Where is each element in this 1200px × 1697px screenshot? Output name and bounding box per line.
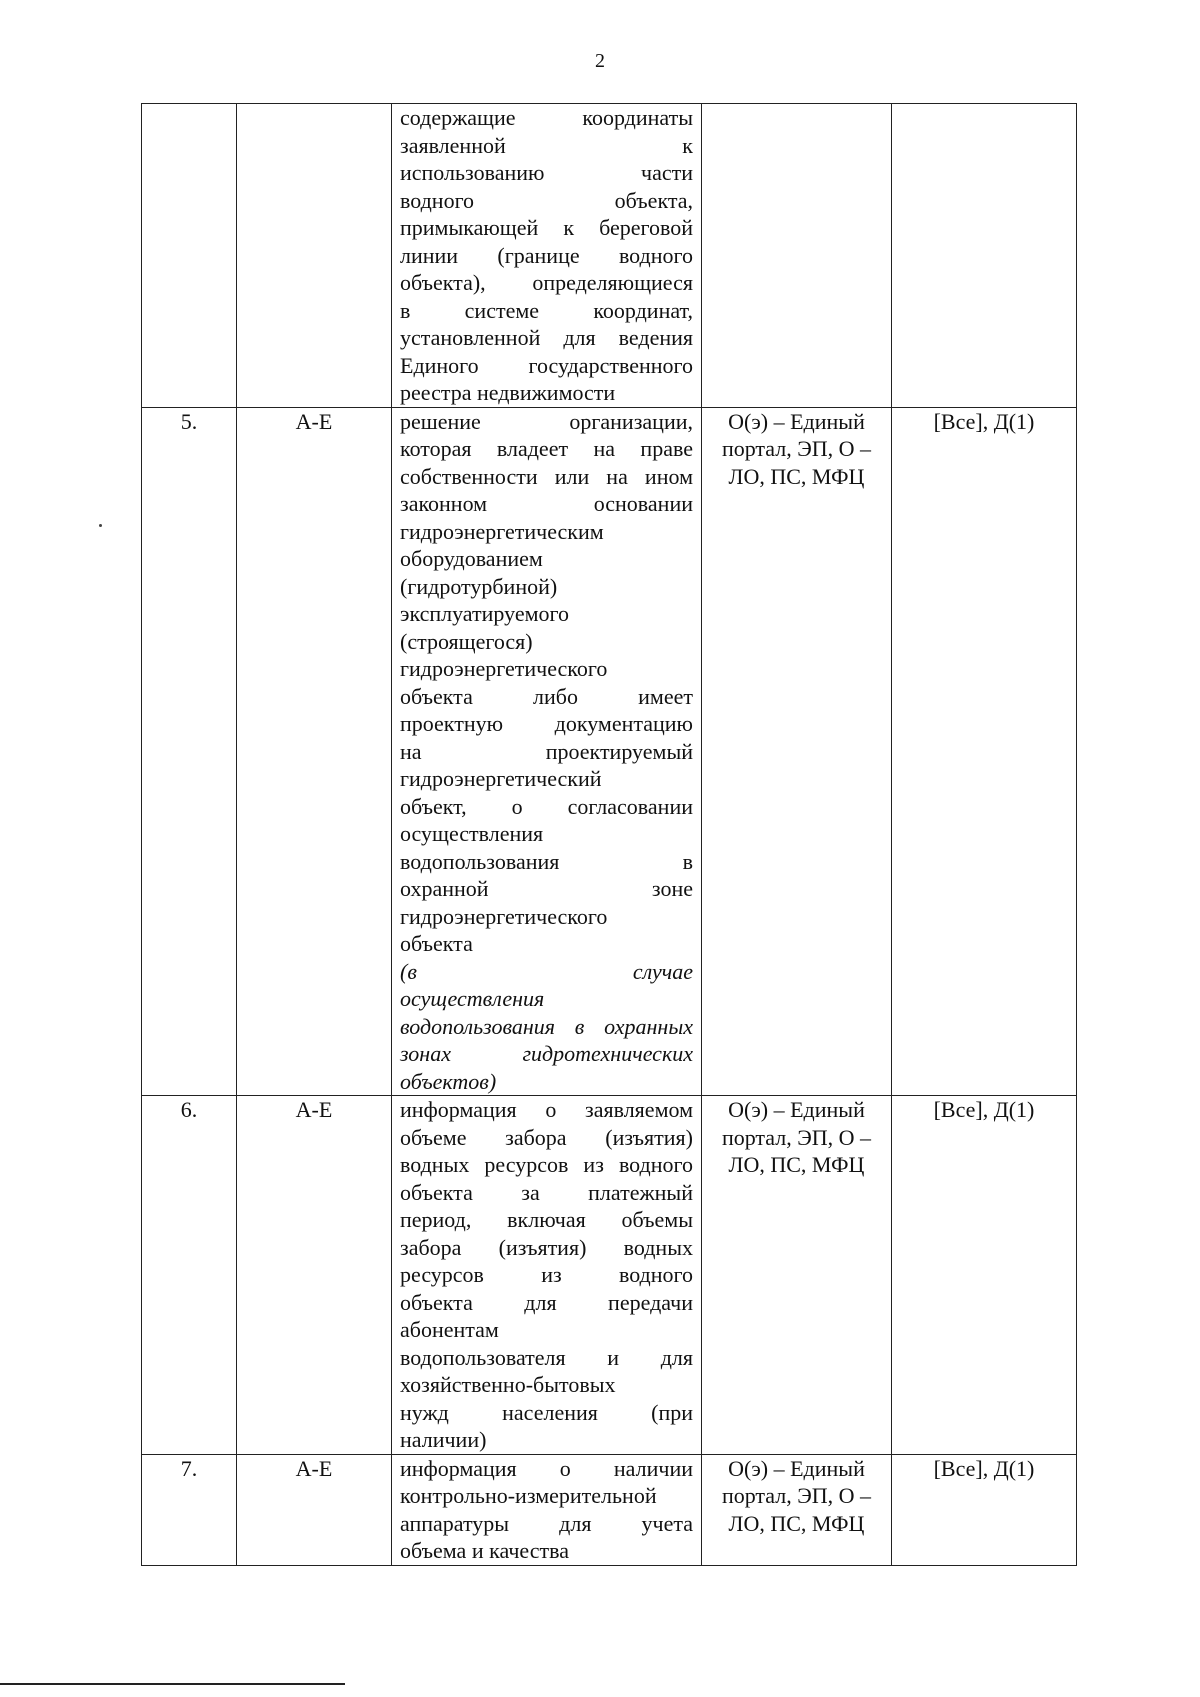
description-line: Единого государственного xyxy=(400,352,693,378)
description-note-line: объектов) xyxy=(400,1068,497,1094)
requirement-code xyxy=(892,104,1077,408)
row-number: 6. xyxy=(142,1096,237,1455)
document-description xyxy=(392,1096,702,1455)
description-line: объема и качества xyxy=(400,1538,569,1563)
documents-table-body xyxy=(142,104,1077,1566)
scan-speck xyxy=(99,524,102,527)
footnote-divider xyxy=(0,1683,345,1685)
description-line: аппаратуры для учета xyxy=(400,1510,693,1536)
requirement-code: [Все], Д(1) xyxy=(892,1454,1077,1565)
submission-form: О(э) – Единый портал, ЭП, О – ЛО, ПС, МФЦ xyxy=(702,1096,892,1455)
description-line: наличии) xyxy=(400,1427,487,1452)
description-line: гидроэнергетического xyxy=(400,903,608,929)
description-line: охранной зоне xyxy=(400,876,693,901)
table-row xyxy=(142,1454,1077,1565)
applicant-category: А-Е xyxy=(237,1454,392,1565)
description-line: гидроэнергетического xyxy=(400,656,608,681)
description-line: период, включая объемы xyxy=(400,1207,693,1232)
description-line: содержащие координаты xyxy=(400,105,693,130)
description-line: заявленной к xyxy=(400,132,693,158)
description-line: объекта для передачи xyxy=(400,1289,693,1315)
description-line: линии (границе водного xyxy=(400,242,693,268)
description-line: объекта за платежный xyxy=(400,1179,693,1205)
description-note-line: водопользования в охранных xyxy=(400,1013,693,1039)
description-line: примыкающей к береговой xyxy=(400,215,693,240)
document-description xyxy=(392,407,702,1096)
description-line: решение организации, xyxy=(400,408,693,434)
description-line: информация о заявляемом xyxy=(400,1097,693,1122)
description-line: использованию части xyxy=(400,160,693,185)
table-row xyxy=(142,1096,1077,1455)
description-note-line: зонах гидротехнических xyxy=(400,1041,693,1066)
description-line: контрольно-измерительной xyxy=(400,1483,657,1508)
description-line: в системе координат, xyxy=(400,297,693,323)
description-line: проектную документацию xyxy=(400,711,693,736)
description-line: оборудованием xyxy=(400,546,543,571)
description-line: осуществления xyxy=(400,821,544,846)
description-line: объеме забора (изъятия) xyxy=(400,1124,693,1150)
description-line: водных ресурсов из водного xyxy=(400,1152,693,1177)
submission-form xyxy=(702,104,892,408)
description-note-line: осуществления xyxy=(400,986,545,1011)
submission-form: О(э) – Единый портал, ЭП, О – ЛО, ПС, МФЦ xyxy=(702,407,892,1096)
description-line: гидроэнергетическим xyxy=(400,518,604,544)
description-line: водного объекта, xyxy=(400,187,693,213)
page-number: 2 xyxy=(595,50,605,72)
description-line: реестра недвижимости xyxy=(400,380,616,405)
submission-form: О(э) – Единый портал, ЭП, О – ЛО, ПС, МФЦ xyxy=(702,1454,892,1565)
description-line: законном основании xyxy=(400,491,693,516)
description-line: (гидротурбиной) xyxy=(400,573,558,599)
row-number: 5. xyxy=(142,407,237,1096)
description-line: ресурсов из водного xyxy=(400,1262,693,1287)
description-line: забора (изъятия) водных xyxy=(400,1234,693,1260)
description-line: объекта), определяющиеся xyxy=(400,270,693,295)
description-line: (строящегося) xyxy=(400,628,533,654)
applicant-category: А-Е xyxy=(237,407,392,1096)
description-line: нужд населения (при xyxy=(400,1399,693,1425)
description-line: водопользования в xyxy=(400,848,693,874)
applicant-category: А-Е xyxy=(237,1096,392,1455)
description-line: эксплуатируемого xyxy=(400,601,569,626)
description-line: объекта xyxy=(400,931,473,956)
description-line: которая владеет на праве xyxy=(400,436,693,461)
description-line: собственности или на ином xyxy=(400,463,693,489)
requirement-code: [Все], Д(1) xyxy=(892,407,1077,1096)
description-line: абонентам xyxy=(400,1317,499,1342)
applicant-category xyxy=(237,104,392,408)
document-description xyxy=(392,104,702,408)
description-line: объекта либо имеет xyxy=(400,683,693,709)
description-line: на проектируемый xyxy=(400,738,693,764)
table-row xyxy=(142,407,1077,1096)
description-note-line: (в случае xyxy=(400,958,693,984)
description-line: водопользователя и для xyxy=(400,1344,693,1370)
description-line: объект, о согласовании xyxy=(400,793,693,819)
description-line: установленной для ведения xyxy=(400,325,693,350)
document-description xyxy=(392,1454,702,1565)
table-row xyxy=(142,104,1077,408)
row-number: 7. xyxy=(142,1454,237,1565)
documents-table xyxy=(141,103,1077,1566)
description-line: гидроэнергетический xyxy=(400,766,602,791)
description-line: хозяйственно-бытовых xyxy=(400,1372,616,1397)
requirement-code: [Все], Д(1) xyxy=(892,1096,1077,1455)
description-line: информация о наличии xyxy=(400,1455,693,1481)
row-number xyxy=(142,104,237,408)
